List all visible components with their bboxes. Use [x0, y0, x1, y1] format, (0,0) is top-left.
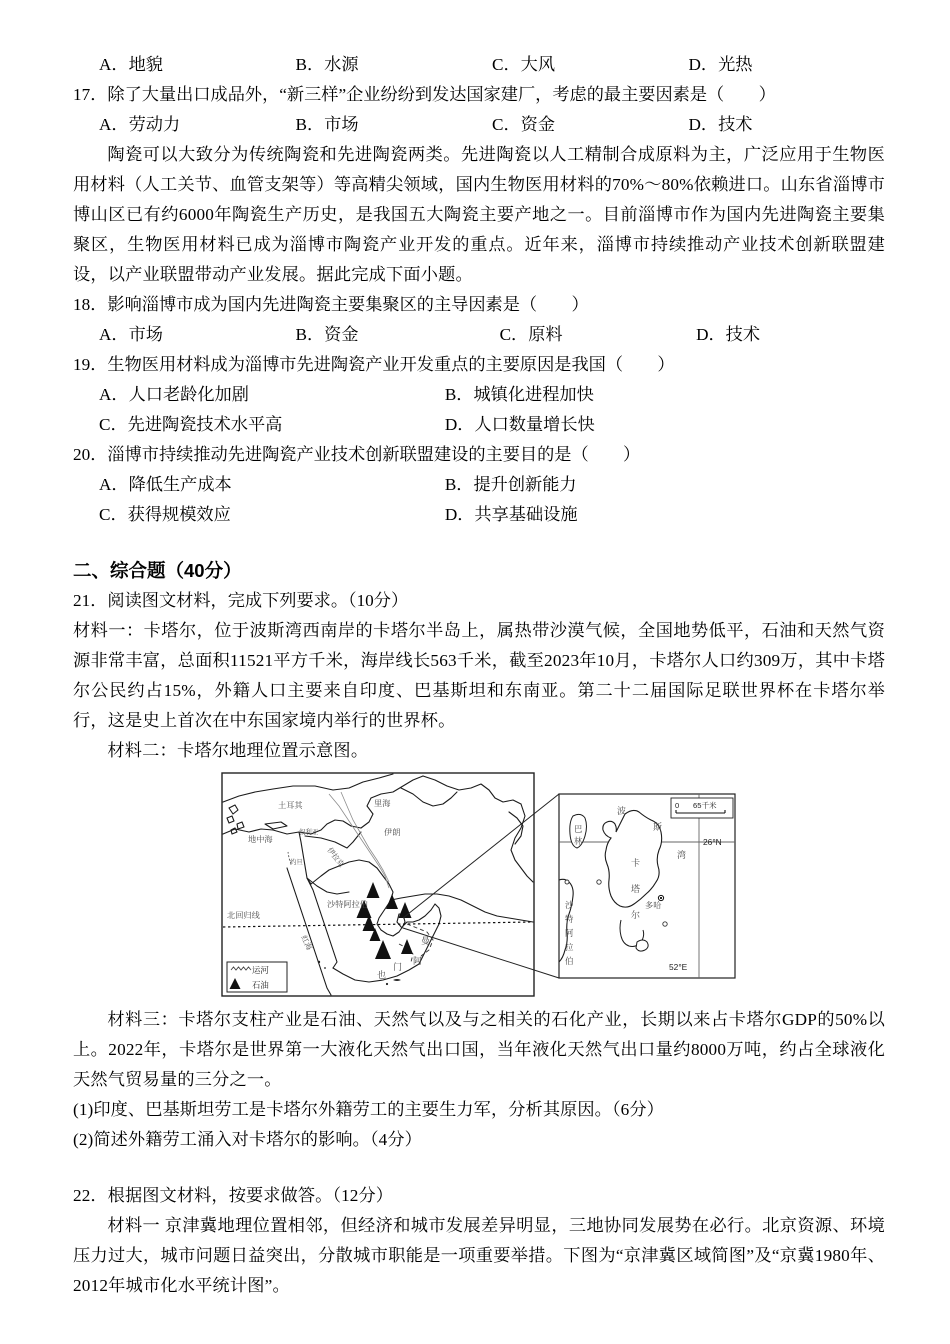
question-21-material-2-label: 材料二：卡塔尔地理位置示意图。 [107, 741, 369, 760]
option-a[interactable]: A．人口老龄化加剧 [99, 385, 249, 404]
legend-oil-label: 石油 [252, 980, 269, 990]
question-20-options-row1 [73, 470, 885, 500]
label-oman-man: 曼 [421, 936, 431, 946]
label-tropic-of-cancer: 北回归线 [227, 911, 260, 920]
section-gap [73, 530, 885, 556]
question-16-options [73, 50, 885, 80]
scale-max-label: 65千米 [693, 801, 717, 810]
option-b[interactable]: B．市场 [295, 115, 359, 134]
option-b[interactable]: B．城镇化进程加快 [444, 385, 594, 404]
page-content [73, 50, 885, 1301]
svg-text:拉: 拉 [565, 942, 574, 952]
label-yemen-men: 门 [393, 962, 403, 972]
option-d[interactable]: D．技术 [696, 325, 761, 344]
label-persian-wan: 湾 [677, 850, 687, 860]
option-d[interactable]: D．共享基础设施 [444, 505, 578, 524]
qatar-south-island [636, 940, 648, 951]
label-saudi-arabia: 沙特阿拉伯 [327, 900, 368, 909]
option-d[interactable]: D．人口数量增长快 [444, 415, 595, 434]
label-qatar-ta: 塔 [631, 884, 641, 894]
question-21-material-3: 材料三：卡塔尔支柱产业是石油、天然气以及与之相关的石化产业，长期以来占卡塔尔GDP的50%以上。2022年，卡塔尔是世界第一大液化天然气出口国，当年液化天然气出口量约8000万吨，约占全球液化天然气贸易量的三分之一。 [73, 1010, 885, 1089]
question-21-sub-1: (1)印度、巴基斯坦劳工是卡塔尔外籍劳工的主要生力军，分析其原因。（6分） [73, 1100, 664, 1119]
label-qatar-er: 尔 [631, 910, 641, 920]
label-oman-a: 阿 [413, 956, 423, 966]
label-persian-bo: 波 [617, 806, 627, 816]
question-20-stem: 20．淄博市持续推动先进陶瓷产业技术创新联盟建设的主要目的是（ ） [73, 445, 641, 464]
question-21-sub-2: (2)简述外籍劳工涌入对卡塔尔的影响。（4分） [73, 1130, 422, 1149]
ceramics-passage: 陶瓷可以大致分为传统陶瓷和先进陶瓷两类。先进陶瓷以人工精制合成原料为主，广泛应用于生物医用材料（人工关节、血管支架等）等高精尖领域，国内生物医用材料的70%～80%依赖进口。山东省淄博市博山区已有约6000年陶瓷生产历史，是我国五大陶瓷主要产地之一。目前淄博市作为国内先进陶瓷主要集聚区，生物医用材料已成为淄博市陶瓷产业开发的重点。近年来，淄博市持续推动产业技术创新联盟建设，以产业联盟带动产业发展。据此完成下面小题。 [73, 145, 885, 284]
section-2-title: 二、综合题（40分） [73, 560, 242, 581]
label-longitude-52e: 52°E [669, 962, 688, 972]
question-22-material-1: 材料一 京津冀地理位置相邻，但经济和城市发展差异明显，三地协同发展势在必行。北京资源、环境压力过大，城市问题日益突出，分散城市职能是一项重要举措。下图为“京津冀区域简图”及“京冀1980年、2012年城市化水平统计图”。 [73, 1216, 885, 1295]
label-turkey: 土耳其 [278, 801, 303, 810]
label-saudi-inset [565, 900, 574, 966]
option-a[interactable]: A．降低生产成本 [99, 475, 232, 494]
option-a[interactable]: A．市场 [99, 325, 163, 344]
option-c[interactable]: C．大风 [492, 55, 556, 74]
svg-text:沙: 沙 [565, 900, 574, 910]
question-17-options [73, 110, 885, 140]
label-latitude-26n: 26°N [703, 837, 722, 847]
question-20-options-row2 [73, 500, 885, 530]
scale-zero-label: 0 [675, 801, 680, 810]
figure-canvas [221, 772, 737, 997]
option-b[interactable]: B．资金 [295, 325, 359, 344]
question-19-options-row2 [73, 410, 885, 440]
label-persian-si: 斯 [653, 822, 663, 832]
question-22-stem: 22．根据图文材料，按要求做答。（12分） [73, 1186, 394, 1205]
question-21-material-1: 材料一：卡塔尔，位于波斯湾西南岸的卡塔尔半岛上，属热带沙漠气候，全国地势低平，石油和天然气资源非常丰富，总面积11521平方千米，海岸线长563千米，截至2023年10月，卡塔尔人口约309万，其中卡塔尔公民约占15%，外籍人口主要来自印度、巴基斯坦和东南亚。第二十二届国际足联世界杯在卡塔尔举行，这是史上首次在中东国家境内举行的世界杯。 [73, 621, 885, 730]
svg-text:伯: 伯 [565, 956, 574, 966]
question-19-stem: 19．生物医用材料成为淄博市先进陶瓷产业开发重点的主要原因是我国（ ） [73, 355, 675, 374]
label-syria: 叙利亚 [299, 829, 319, 836]
option-c[interactable]: C．先进陶瓷技术水平高 [99, 415, 283, 434]
svg-text:特: 特 [565, 914, 574, 924]
label-jordan: 约旦 [290, 859, 303, 866]
map-legend [227, 962, 287, 992]
question-gap [73, 1155, 885, 1181]
qatar-location-figure [73, 772, 885, 997]
option-c[interactable]: C．获得规模效应 [99, 505, 231, 524]
option-d[interactable]: D．技术 [688, 115, 753, 134]
label-mediterranean: 地中海 [248, 835, 273, 844]
label-caspian-sea: 里海 [374, 799, 391, 808]
label-doha: 多哈 [645, 901, 662, 910]
option-d[interactable]: D．光热 [688, 55, 753, 74]
option-c[interactable]: C．原料 [499, 325, 563, 344]
inset-scale-bar [671, 798, 733, 818]
option-b[interactable]: B．提升创新能力 [444, 475, 577, 494]
option-a[interactable]: A．地貌 [99, 55, 163, 74]
svg-text:林: 林 [574, 836, 583, 846]
question-18-options [73, 320, 885, 350]
inset-qatar-name [631, 857, 640, 920]
qatar-inset-map [559, 794, 735, 978]
question-17-stem: 17．除了大量出口成品外，“新三样”企业纷纷到发达国家建厂，考虑的最主要因素是（ ） [73, 85, 776, 104]
question-19-options-row1 [73, 380, 885, 410]
question-21-stem: 21．阅读图文材料，完成下列要求。（10分） [73, 591, 409, 610]
legend-canal-label: 运河 [252, 965, 269, 975]
svg-text:阿: 阿 [565, 928, 574, 938]
label-qatar-ka: 卡 [631, 858, 641, 868]
label-iran: 伊朗 [384, 828, 401, 837]
svg-text:巴: 巴 [574, 824, 583, 834]
figure-gap [73, 997, 885, 1005]
label-red-sea: 红海 [299, 933, 314, 952]
label-yemen-ye: 也 [377, 970, 387, 980]
option-a[interactable]: A．劳动力 [99, 115, 181, 134]
question-18-stem: 18．影响淄博市成为国内先进陶瓷主要集聚区的主导因素是（ ） [73, 295, 589, 314]
option-c[interactable]: C．资金 [492, 115, 556, 134]
label-iraq: 伊拉克 [325, 845, 347, 869]
option-b[interactable]: B．水源 [295, 55, 359, 74]
